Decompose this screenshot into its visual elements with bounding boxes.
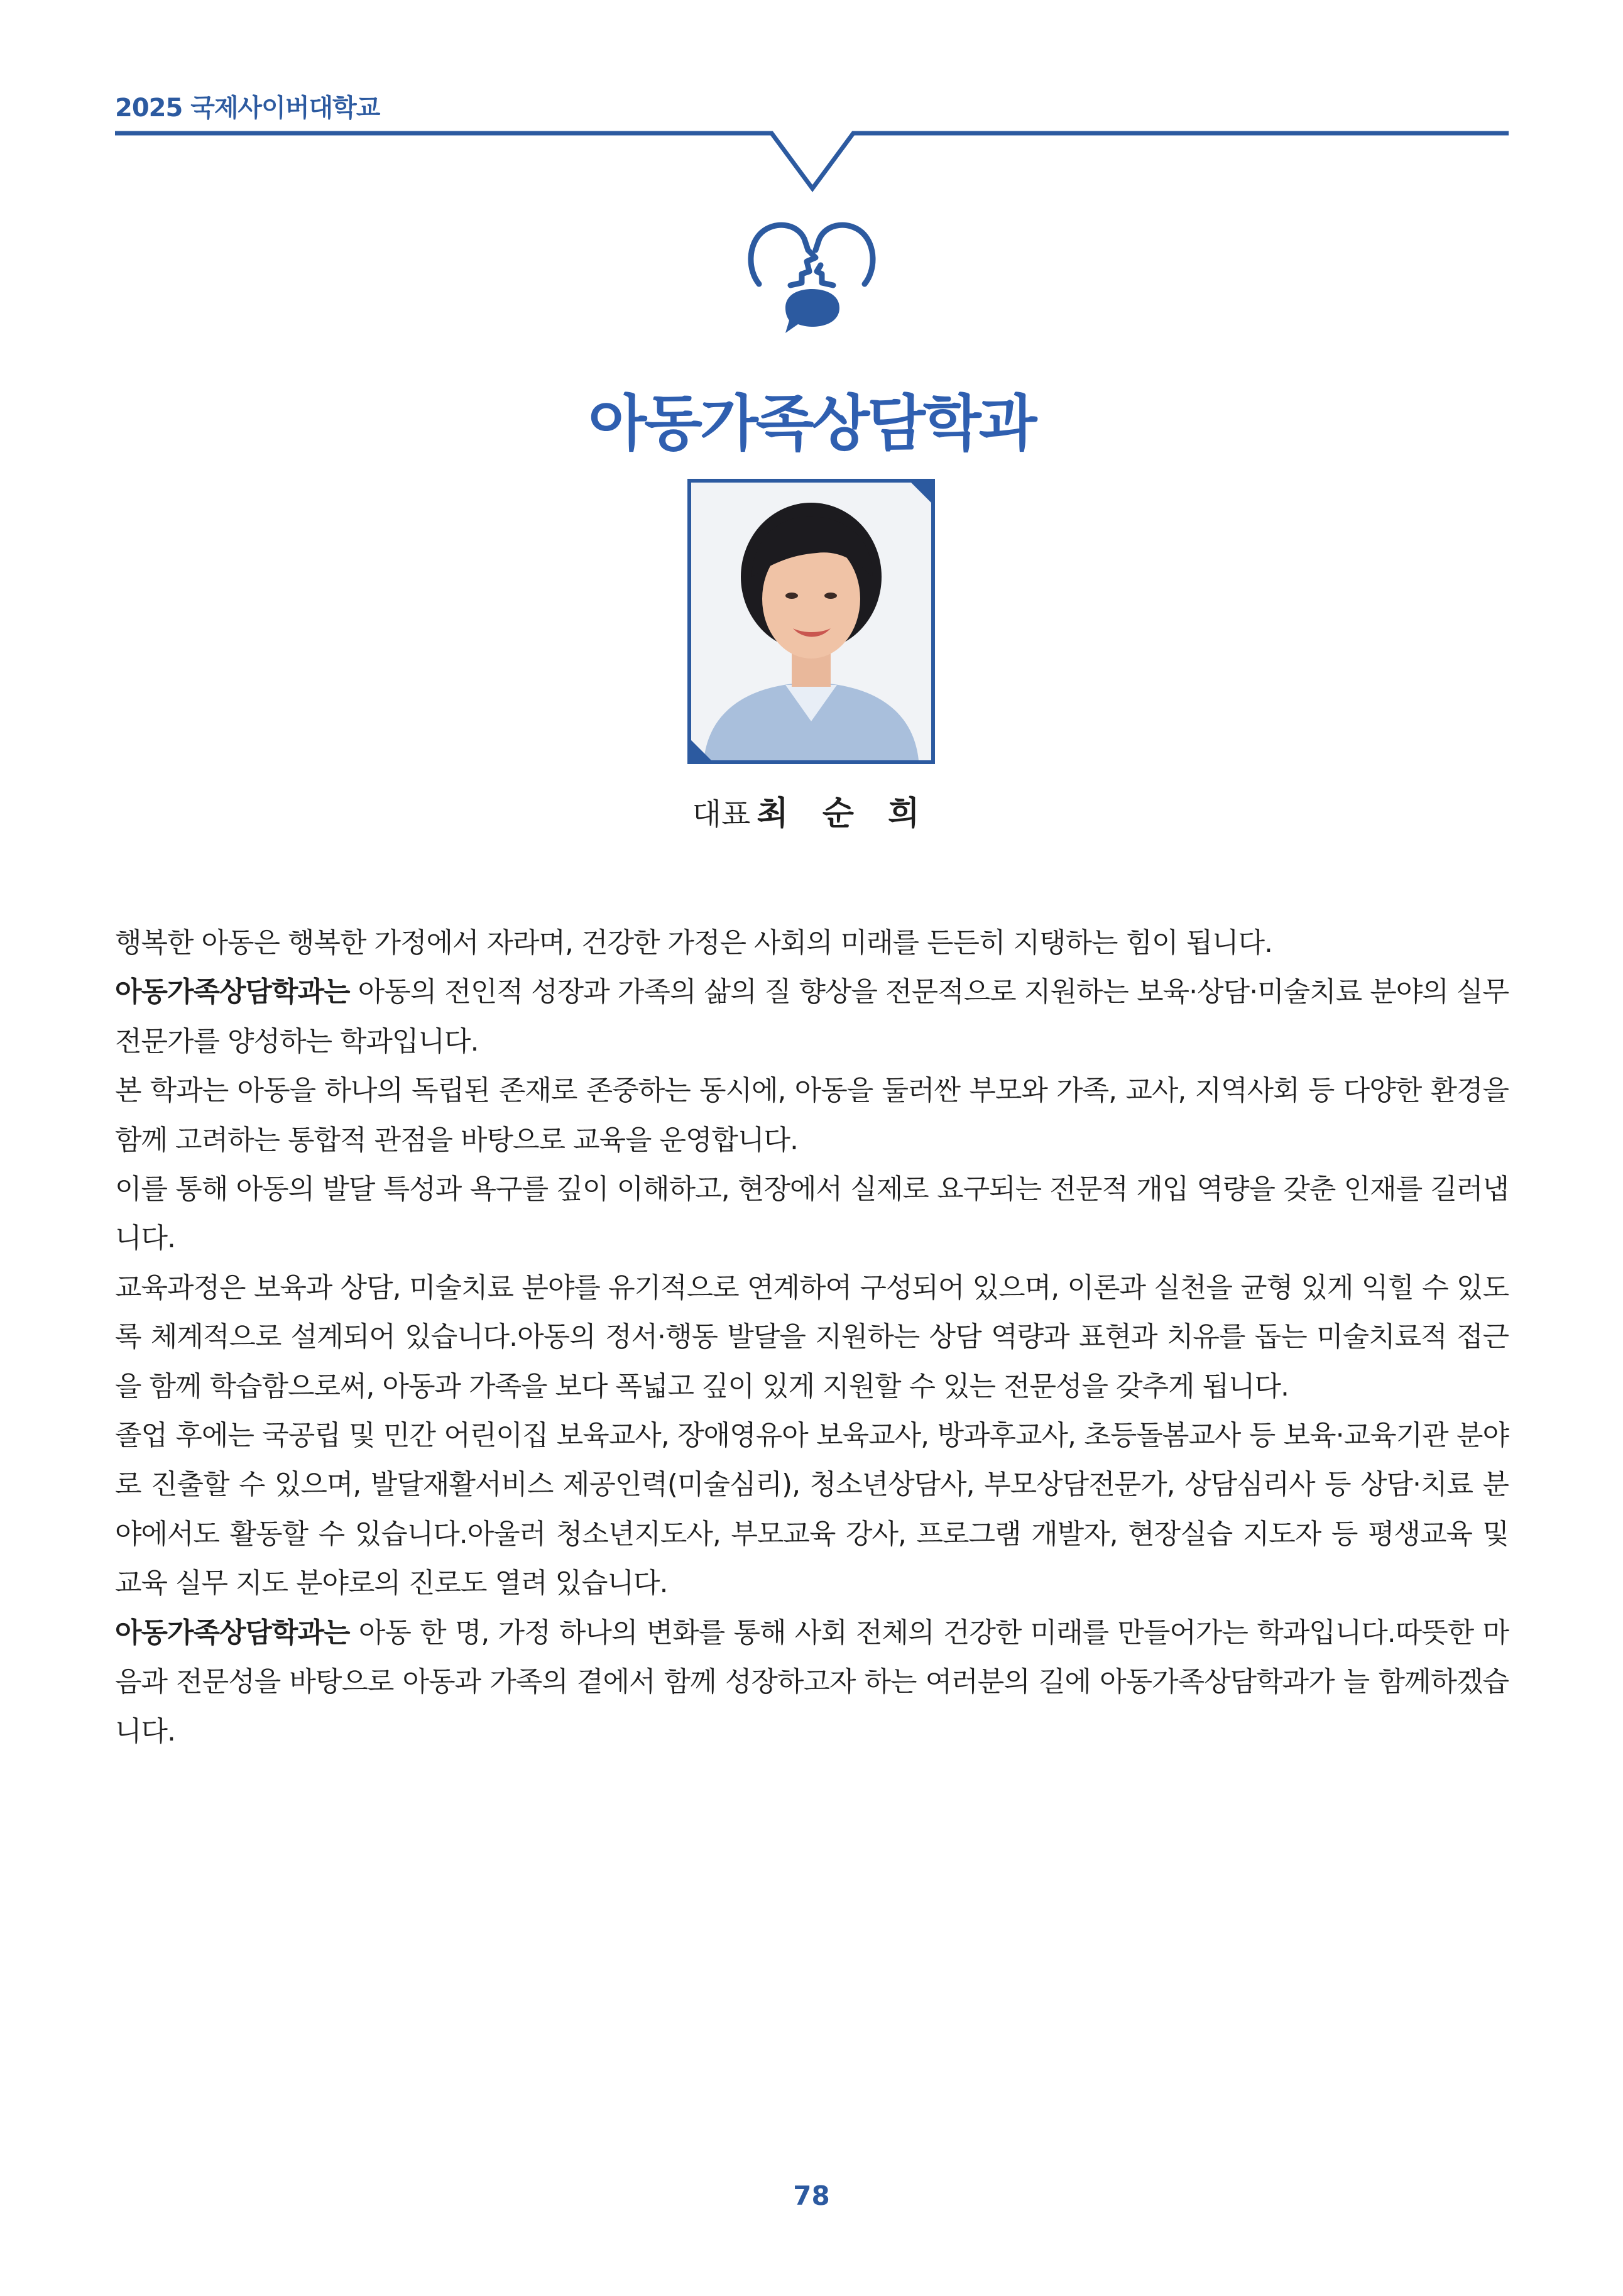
paragraph-5: 교육과정은 보육과 상담, 미술치료 분야를 유기적으로 연계하여 구성되어 있으며, 이론과 실천을 균형 있게 익힐 수 있도록 체계적으로 설계되어 있습니다.아동의 정서·행동 발달을 지원하는 상담 역량과 표현과 치유를 돕는 미술치료적 접근을 함께 학습함으로써, 아동과 가족을 보다 폭넓고 깊이 있게 지원할 수 있는 전문성을 갖추게 됩니다. <box>115 1271 1509 1402</box>
department-description <box>115 919 1509 1756</box>
page-number: 78 <box>793 2180 830 2211</box>
paragraph-2 <box>115 968 1509 1066</box>
photo-frame-corner-accent <box>687 479 935 764</box>
paragraph-2-text: 아동의 전인적 성장과 가족의 삶의 질 향상을 전문적으로 지원하는 보육·상담·미술치료 분야의 실무 전문가를 양성하는 학과입니다. <box>115 976 1509 1058</box>
paragraph-1: 행복한 아동은 행복한 가정에서 자라며, 건강한 가정은 사회의 미래를 든든히 지탱하는 힘이 됩니다. <box>115 927 1272 959</box>
header-rule-divider <box>0 119 1623 195</box>
paragraph-7-lead: 아동가족상담학과는 <box>115 1616 350 1649</box>
paragraph-6: 졸업 후에는 국공립 및 민간 어린이집 보육교사, 장애영유아 보육교사, 방과후교사, 초등돌봄교사 등 보육·교육기관 분야로 진출할 수 있으며, 발달재활서비스 제공인력(미술심리), 청소년상담사, 부모상담전문가, 상담심리사 등 상담·치료 분야에서도 활동할 수 있습니다.아울러 청소년지도사, 부모교육 강사, 프로그램 개발자, 현장실습 지도자 등 평생교육 및 교육 실무 지도 분야로의 진로도 열려 있습니다. <box>115 1419 1509 1600</box>
paragraph-4: 이를 통해 아동의 발달 특성과 욕구를 깊이 이해하고, 현장에서 실제로 요구되는 전문적 개입 역량을 갖춘 인재를 길러냅니다. <box>115 1173 1509 1255</box>
paragraph-3: 본 학과는 아동을 하나의 독립된 존재로 존중하는 동시에, 아동을 둘러싼 부모와 가족, 교사, 지역사회 등 다양한 환경을 함께 고려하는 통합적 관점을 바탕으로 교육을 운영합니다. <box>115 1074 1509 1156</box>
paragraph-2-lead: 아동가족상담학과는 <box>115 976 350 1009</box>
two-heads-speech-bubble-icon <box>741 214 882 339</box>
paragraph-7-text: 아동 한 명, 가정 하나의 변화를 통해 사회 전체의 건강한 미래를 만들어가는 학과입니다.따뜻한 마음과 전문성을 바탕으로 아동과 가족의 곁에서 함께 성장하고자 하는 여러분의 길에 아동가족상담학과가 늘 함께하겠습니다. <box>115 1616 1509 1747</box>
representative-caption <box>0 787 1623 834</box>
header-label: 2025 국제사이버대학교 <box>115 94 380 123</box>
representative-role: 대표 <box>692 797 751 832</box>
department-title: 아동가족상담학과 <box>588 388 1035 459</box>
representative-name: 최 순 희 <box>757 795 931 833</box>
paragraph-7 <box>115 1609 1509 1756</box>
